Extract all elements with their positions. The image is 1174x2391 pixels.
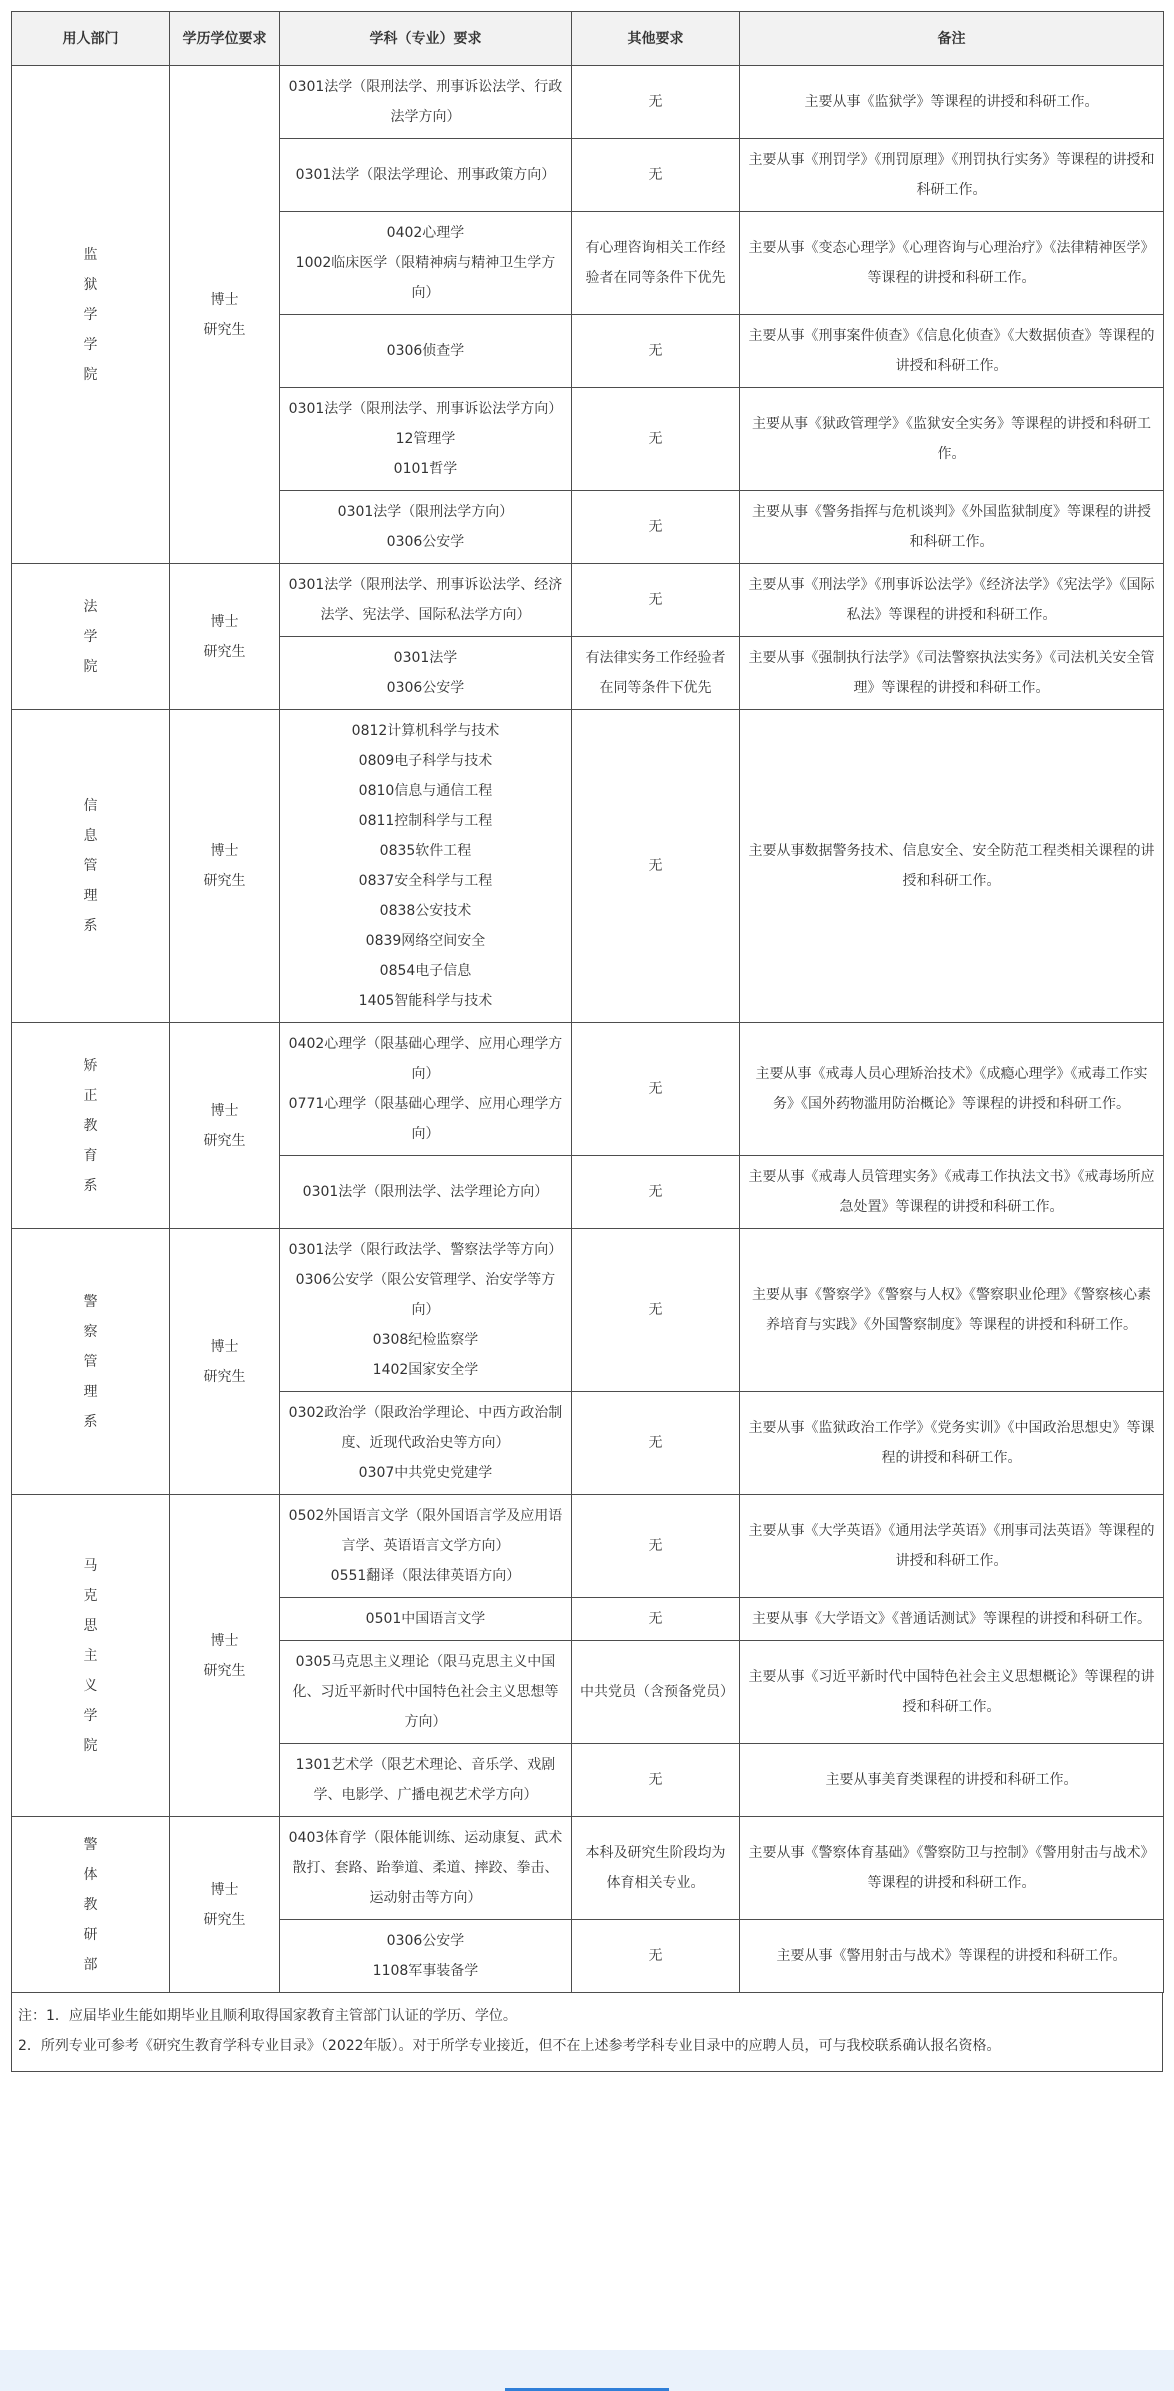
subject-line: 0305马克思主义理论（限马克思主义中国化、习近平新时代中国特色社会主义思想等方向） (292, 1654, 559, 1730)
degree-line: 博士 (210, 843, 239, 859)
subject-line: 0402心理学 (386, 225, 465, 241)
subject-line: 0301法学（限刑法学方向） (337, 504, 514, 520)
dept-name: 法 学 院 (83, 598, 98, 675)
subject-line: 0301法学（限刑法学、刑事诉讼法学、行政法学方向） (288, 79, 563, 125)
dept-name: 信 息 管 理 系 (83, 798, 98, 934)
other-requirement-cell: 有心理咨询相关工作经验者在同等条件下优先 (572, 212, 740, 315)
note-line: 注：1．应届毕业生能如期毕业且顺利取得国家教育主管部门认证的学历、学位。 (18, 2008, 517, 2024)
subject-line: 0501中国语言文学 (365, 1611, 486, 1627)
remark-cell: 主要从事美育类课程的讲授和科研工作。 (740, 1744, 1164, 1817)
subject-line: 0838公安技术 (379, 903, 472, 919)
subject-cell (280, 66, 572, 139)
other-requirement-cell: 无 (572, 1495, 740, 1598)
subject-line: 0301法学（限法学理论、刑事政策方向） (295, 167, 556, 183)
dept-cell (12, 66, 170, 564)
subject-line: 0403体育学（限体能训练、运动康复、武术散打、套路、跆拳道、柔道、摔跤、拳击、运动射击等方向） (288, 1830, 563, 1906)
subject-line: 0502外国语言文学（限外国语言学及应用语言学、英语语言文学方向） (288, 1508, 563, 1554)
subject-cell (280, 1817, 572, 1920)
degree-line: 研究生 (203, 1911, 246, 1928)
other-requirement-cell: 无 (572, 1598, 740, 1641)
other-requirement-cell: 无 (572, 315, 740, 388)
subject-cell (280, 1641, 572, 1744)
remark-cell: 主要从事《大学英语》《通用法学英语》《刑事司法英语》等课程的讲授和科研工作。 (740, 1495, 1164, 1598)
degree-cell (170, 1229, 280, 1495)
header-dept: 用人部门 (12, 12, 170, 66)
subject-line: 1405智能科学与技术 (358, 993, 493, 1009)
subject-line: 0835软件工程 (379, 843, 472, 859)
remark-cell: 主要从事《强制执行法学》《司法警察执法实务》《司法机关安全管理》等课程的讲授和科研工作。 (740, 637, 1164, 710)
other-requirement-cell: 无 (572, 564, 740, 637)
recruitment-table (11, 11, 1164, 1993)
other-requirement-cell: 无 (572, 388, 740, 491)
remark-cell: 主要从事《戒毒人员心理矫治技术》《成瘾心理学》《戒毒工作实务》《国外药物滥用防治概论》等课程的讲授和科研工作。 (740, 1023, 1164, 1156)
degree-line: 研究生 (203, 1132, 246, 1149)
subject-line: 0810信息与通信工程 (358, 783, 493, 799)
remark-cell: 主要从事《警察体育基础》《警察防卫与控制》《警用射击与战术》等课程的讲授和科研工作。 (740, 1817, 1164, 1920)
subject-line: 0811控制科学与工程 (358, 813, 493, 829)
subject-cell (280, 1156, 572, 1229)
subject-line: 1402国家安全学 (372, 1362, 479, 1378)
remark-cell: 主要从事《监狱学》等课程的讲授和科研工作。 (740, 66, 1164, 139)
subject-line: 0402心理学（限基础心理学、应用心理学方向） (288, 1036, 563, 1082)
subject-cell (280, 139, 572, 212)
subject-line: 0837安全科学与工程 (358, 873, 493, 889)
remark-cell: 主要从事《警用射击与战术》等课程的讲授和科研工作。 (740, 1920, 1164, 1993)
subject-line: 1301艺术学（限艺术理论、音乐学、戏剧学、电影学、广播电视艺术学方向） (295, 1757, 556, 1803)
degree-line: 博士 (210, 1102, 239, 1119)
subject-line: 12管理学 (395, 431, 456, 447)
other-requirement-cell: 无 (572, 66, 740, 139)
remark-cell: 主要从事《监狱政治工作学》《党务实训》《中国政治思想史》等课程的讲授和科研工作。 (740, 1392, 1164, 1495)
subject-line: 0301法学（限刑法学、刑事诉讼法学、经济法学、宪法学、国际私法学方向） (288, 577, 563, 623)
remark-cell: 主要从事《警务指挥与危机谈判》《外国监狱制度》等课程的讲授和科研工作。 (740, 491, 1164, 564)
dept-name: 警 察 管 理 系 (83, 1293, 98, 1430)
other-requirement-cell: 无 (572, 1392, 740, 1495)
subject-line: 0301法学（限刑法学、法学理论方向） (302, 1184, 549, 1200)
degree-cell (170, 66, 280, 564)
subject-line: 0301法学 (393, 650, 458, 666)
header-remark: 备注 (740, 12, 1164, 66)
degree-line: 研究生 (203, 873, 246, 889)
remark-cell: 主要从事《刑法学》《刑事诉讼法学》《经济法学》《宪法学》《国际私法》等课程的讲授和科研工作。 (740, 564, 1164, 637)
degree-line: 博士 (210, 1881, 239, 1898)
other-requirement-cell: 无 (572, 491, 740, 564)
dept-name: 马 克 思 主 义 学 院 (83, 1557, 98, 1754)
dept-name: 警 体 教 研 部 (83, 1836, 98, 1973)
dept-cell (12, 1229, 170, 1495)
dept-cell (12, 1023, 170, 1229)
subject-line: 1108军事装备学 (372, 1963, 479, 1979)
dept-cell (12, 1817, 170, 1993)
subject-cell (280, 388, 572, 491)
subject-cell (280, 491, 572, 564)
other-requirement-cell: 无 (572, 1229, 740, 1392)
degree-line: 研究生 (203, 321, 246, 338)
degree-cell (170, 1023, 280, 1229)
degree-line: 博士 (210, 1338, 239, 1355)
remark-cell: 主要从事《警察学》《警察与人权》《警察职业伦理》《警察核心素养培育与实践》《外国警察制度》等课程的讲授和科研工作。 (740, 1229, 1164, 1392)
header-degree: 学历学位要求 (170, 12, 280, 66)
dept-name: 矫 正 教 育 系 (83, 1057, 98, 1194)
subject-line: 0854电子信息 (379, 963, 472, 979)
subject-line: 0308纪检监察学 (372, 1332, 479, 1348)
subject-cell (280, 1495, 572, 1598)
other-requirement-cell: 本科及研究生阶段均为体育相关专业。 (572, 1817, 740, 1920)
dept-cell (12, 1495, 170, 1817)
remark-cell: 主要从事《刑事案件侦查》《信息化侦查》《大数据侦查》等课程的讲授和科研工作。 (740, 315, 1164, 388)
remark-cell: 主要从事《习近平新时代中国特色社会主义思想概论》等课程的讲授和科研工作。 (740, 1641, 1164, 1744)
subject-line: 0301法学（限刑法学、刑事诉讼法学方向） (288, 401, 563, 417)
subject-line: 0301法学（限行政法学、警察法学等方向） (288, 1242, 563, 1258)
subject-line: 0809电子科学与技术 (358, 753, 493, 769)
subject-line: 0551翻译（限法律英语方向） (330, 1568, 521, 1584)
other-requirement-cell: 无 (572, 1023, 740, 1156)
footer-band (0, 2350, 1174, 2391)
other-requirement-cell: 无 (572, 1156, 740, 1229)
subject-line: 0306公安学（限公安管理学、治安学等方向） (295, 1272, 556, 1318)
other-requirement-cell: 无 (572, 1744, 740, 1817)
degree-cell (170, 1495, 280, 1817)
table-row (12, 1229, 1164, 1392)
degree-line: 博士 (210, 291, 239, 308)
degree-line: 博士 (210, 1632, 239, 1649)
subject-line: 0812计算机科学与技术 (351, 723, 500, 739)
other-requirement-cell: 中共党员（含预备党员） (572, 1641, 740, 1744)
subject-cell (280, 564, 572, 637)
degree-cell (170, 710, 280, 1023)
remark-cell: 主要从事《狱政管理学》《监狱安全实务》等课程的讲授和科研工作。 (740, 388, 1164, 491)
subject-cell (280, 1598, 572, 1641)
subject-cell (280, 315, 572, 388)
subject-cell (280, 1744, 572, 1817)
subject-line: 0306公安学 (386, 680, 465, 696)
subject-line: 0307中共党史党建学 (358, 1465, 493, 1481)
subject-line: 0306侦查学 (386, 343, 465, 359)
table-body (12, 66, 1164, 1993)
table-row (12, 66, 1164, 139)
other-requirement-cell: 无 (572, 710, 740, 1023)
table-row (12, 564, 1164, 637)
table-row (12, 1495, 1164, 1598)
other-requirement-cell: 无 (572, 139, 740, 212)
table-row (12, 710, 1164, 1023)
degree-cell (170, 564, 280, 710)
subject-line: 0306公安学 (386, 534, 465, 550)
table-row (12, 1817, 1164, 1920)
remark-cell: 主要从事《戒毒人员管理实务》《戒毒工作执法文书》《戒毒场所应急处置》等课程的讲授和科研工作。 (740, 1156, 1164, 1229)
header-row (12, 12, 1164, 66)
subject-cell (280, 637, 572, 710)
table-row (12, 1023, 1164, 1156)
recruitment-table-container (11, 11, 1163, 2072)
degree-line: 博士 (210, 613, 239, 630)
remark-cell: 主要从事《刑罚学》《刑罚原理》《刑罚执行实务》等课程的讲授和科研工作。 (740, 139, 1164, 212)
notes (11, 1993, 1163, 2072)
degree-line: 研究生 (203, 643, 246, 660)
other-requirement-cell: 无 (572, 1920, 740, 1993)
subject-line: 0302政治学（限政治学理论、中西方政治制度、近现代政治史等方向） (288, 1405, 563, 1451)
subject-cell (280, 710, 572, 1023)
remark-cell: 主要从事数据警务技术、信息安全、安全防范工程类相关课程的讲授和科研工作。 (740, 710, 1164, 1023)
header-subject: 学科（专业）要求 (280, 12, 572, 66)
degree-line: 研究生 (203, 1368, 246, 1385)
header-other: 其他要求 (572, 12, 740, 66)
subject-line: 0306公安学 (386, 1933, 465, 1949)
subject-line: 1002临床医学（限精神病与精神卫生学方向） (295, 255, 556, 301)
remark-cell: 主要从事《大学语文》《普通话测试》等课程的讲授和科研工作。 (740, 1598, 1164, 1641)
dept-cell (12, 710, 170, 1023)
other-requirement-cell: 有法律实务工作经验者在同等条件下优先 (572, 637, 740, 710)
subject-cell (280, 1920, 572, 1993)
subject-line: 0101哲学 (393, 461, 458, 477)
subject-line: 0839网络空间安全 (365, 933, 486, 949)
degree-cell (170, 1817, 280, 1993)
subject-line: 0771心理学（限基础心理学、应用心理学方向） (288, 1096, 563, 1142)
subject-cell (280, 1392, 572, 1495)
subject-cell (280, 1229, 572, 1392)
dept-name: 监 狱 学 学 院 (83, 246, 98, 383)
degree-line: 研究生 (203, 1662, 246, 1679)
subject-cell (280, 1023, 572, 1156)
remark-cell: 主要从事《变态心理学》《心理咨询与心理治疗》《法律精神医学》等课程的讲授和科研工作。 (740, 212, 1164, 315)
dept-cell (12, 564, 170, 710)
note-line: 2．所列专业可参考《研究生教育学科专业目录》（2022年版）。对于所学专业接近，但不在上述参考学科专业目录中的应聘人员，可与我校联系确认报名资格。 (18, 2038, 1001, 2054)
subject-cell (280, 212, 572, 315)
